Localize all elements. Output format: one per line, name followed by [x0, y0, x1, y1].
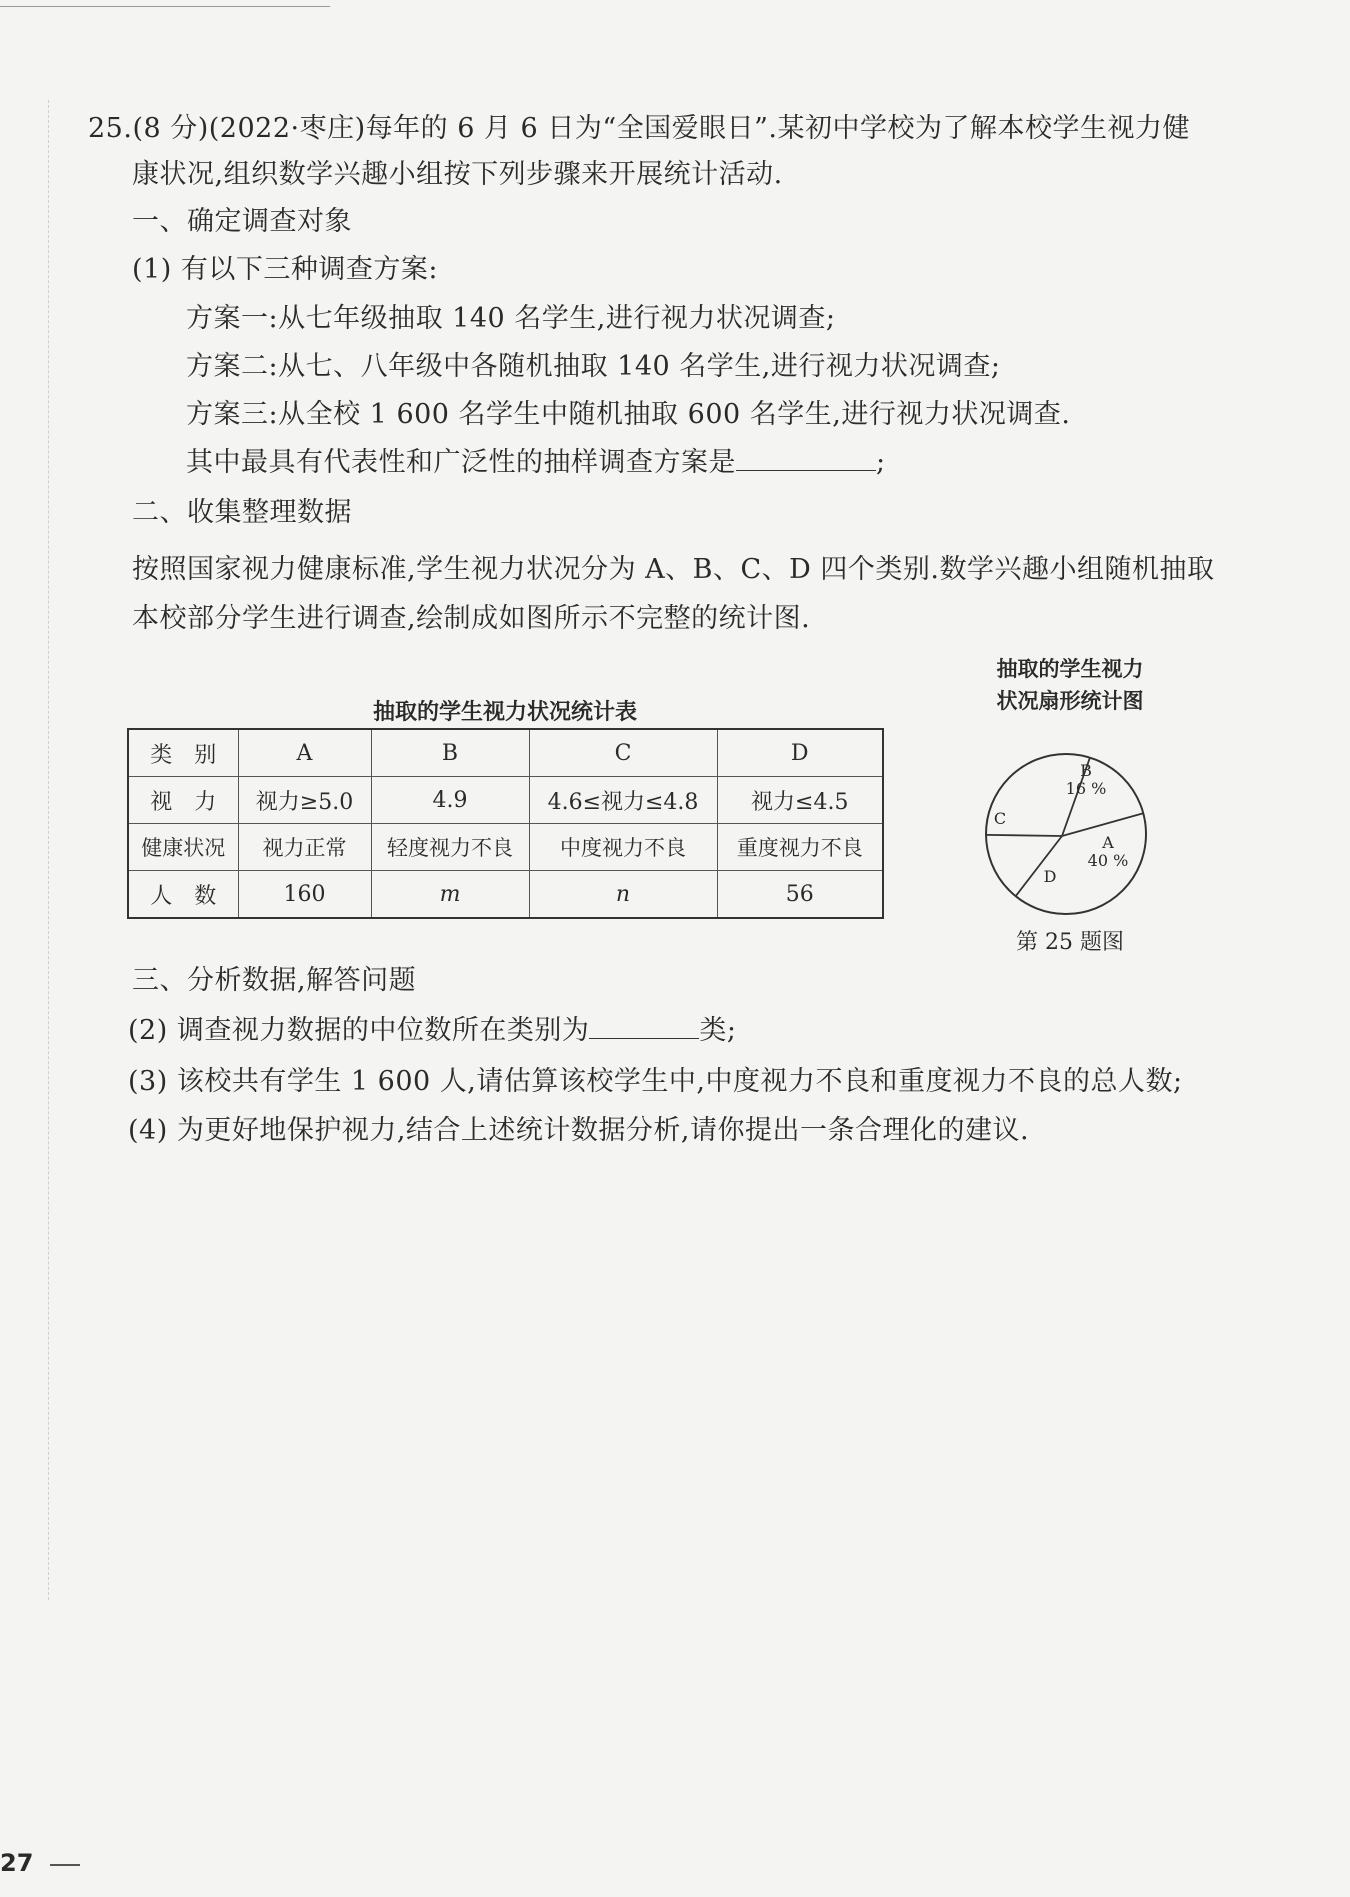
- table-cell: 4.6≤视力≤4.8: [529, 777, 717, 824]
- question-1-ask: [186, 446, 886, 480]
- plan-3: 方案三:从全校 1 600 名学生中随机抽取 600 名学生,进行视力状况调查.: [186, 399, 1071, 430]
- table-cell: A: [238, 729, 371, 777]
- table-cell: 视力≥5.0: [238, 777, 371, 824]
- page-number: 27: [0, 1849, 34, 1877]
- question-2-text: (2) 调查视力数据的中位数所在类别为: [128, 1015, 590, 1046]
- table-row-header: 人 数: [128, 871, 238, 919]
- table-cell: C: [529, 729, 717, 777]
- pie-slice-label-b: B: [1080, 761, 1092, 780]
- table-cell: D: [717, 729, 883, 777]
- pie-title-line2: 状况扇形统计图: [996, 689, 1144, 713]
- table-cell: 160: [238, 871, 371, 919]
- pie-slice-label-d: D: [1043, 867, 1057, 886]
- answer-blank-1[interactable]: [736, 448, 876, 471]
- plan-1: 方案一:从七年级抽取 140 名学生,进行视力状况调查;: [186, 303, 836, 334]
- table-cell: B: [371, 729, 529, 777]
- table-row-header: 类 别: [128, 729, 238, 777]
- table-cell: 中度视力不良: [529, 824, 717, 871]
- table-row: [128, 729, 883, 777]
- table-title: 抽取的学生视力状况统计表: [372, 700, 637, 725]
- table-row: [128, 824, 883, 871]
- pie-slice-percent-b: 16 %: [1065, 779, 1107, 798]
- table-cell: n: [529, 871, 717, 919]
- question-3: (3) 该校共有学生 1 600 人,请估算该校学生中,中度视力不良和重度视力不良的总人数;: [128, 1066, 1183, 1097]
- pie-chart-title: [960, 653, 1180, 717]
- answer-blank-2[interactable]: [589, 1016, 699, 1039]
- table-row: [128, 871, 883, 919]
- question-2: [128, 1014, 736, 1048]
- description-line1: 按照国家视力健康标准,学生视力状况分为 A、B、C、D 四个类别.数学兴趣小组随机抽取: [132, 554, 1215, 585]
- statistics-table: [127, 728, 884, 919]
- table-cell: 视力≤4.5: [717, 777, 883, 824]
- top-rule: [0, 6, 330, 7]
- pie-title-line1: 抽取的学生视力: [996, 657, 1144, 681]
- table-cell: 轻度视力不良: [371, 824, 529, 871]
- pie-slice-label-a: A: [1102, 833, 1114, 852]
- problem-intro-line2: 康状况,组织数学兴趣小组按下列步骤来开展统计活动.: [132, 159, 783, 190]
- margin-rule: [48, 100, 49, 1600]
- table-row: [128, 777, 883, 824]
- pie-slice-boundary: [986, 835, 1062, 836]
- section2-heading: 二、收集整理数据: [132, 497, 352, 528]
- pie-slice-label-c: C: [993, 809, 1007, 828]
- problem-intro-line1: 25.(8 分)(2022·枣庄)每年的 6 月 6 日为“全国爱眼日”.某初中学校为了解本校学生视力健: [88, 113, 1191, 144]
- section1-heading: 一、确定调查对象: [132, 206, 352, 237]
- question-4: (4) 为更好地保护视力,结合上述统计数据分析,请你提出一条合理化的建议.: [128, 1115, 1030, 1146]
- table-cell: 重度视力不良: [717, 824, 883, 871]
- question-1: (1) 有以下三种调查方案:: [132, 254, 438, 285]
- question-1-ask-text: 其中最具有代表性和广泛性的抽样调查方案是: [186, 447, 736, 478]
- figure-caption: 第 25 题图: [1016, 930, 1124, 955]
- plan-2: 方案二:从七、八年级中各随机抽取 140 名学生,进行视力状况调查;: [186, 351, 1001, 382]
- table-cell: m: [371, 871, 529, 919]
- pie-chart: [960, 740, 1180, 930]
- table-cell: 4.9: [371, 777, 529, 824]
- table-row-header: 视 力: [128, 777, 238, 824]
- table-cell: 56: [717, 871, 883, 919]
- description-line2: 本校部分学生进行调查,绘制成如图所示不完整的统计图.: [132, 603, 811, 634]
- page-number-dash: [50, 1864, 80, 1866]
- table-cell: 视力正常: [238, 824, 371, 871]
- pie-slice-percent-a: 40 %: [1087, 851, 1129, 870]
- section3-heading: 三、分析数据,解答问题: [132, 965, 417, 996]
- question-1-ask-end: ;: [876, 447, 886, 478]
- question-2-end: 类;: [699, 1015, 737, 1046]
- table-row-header: 健康状况: [128, 824, 238, 871]
